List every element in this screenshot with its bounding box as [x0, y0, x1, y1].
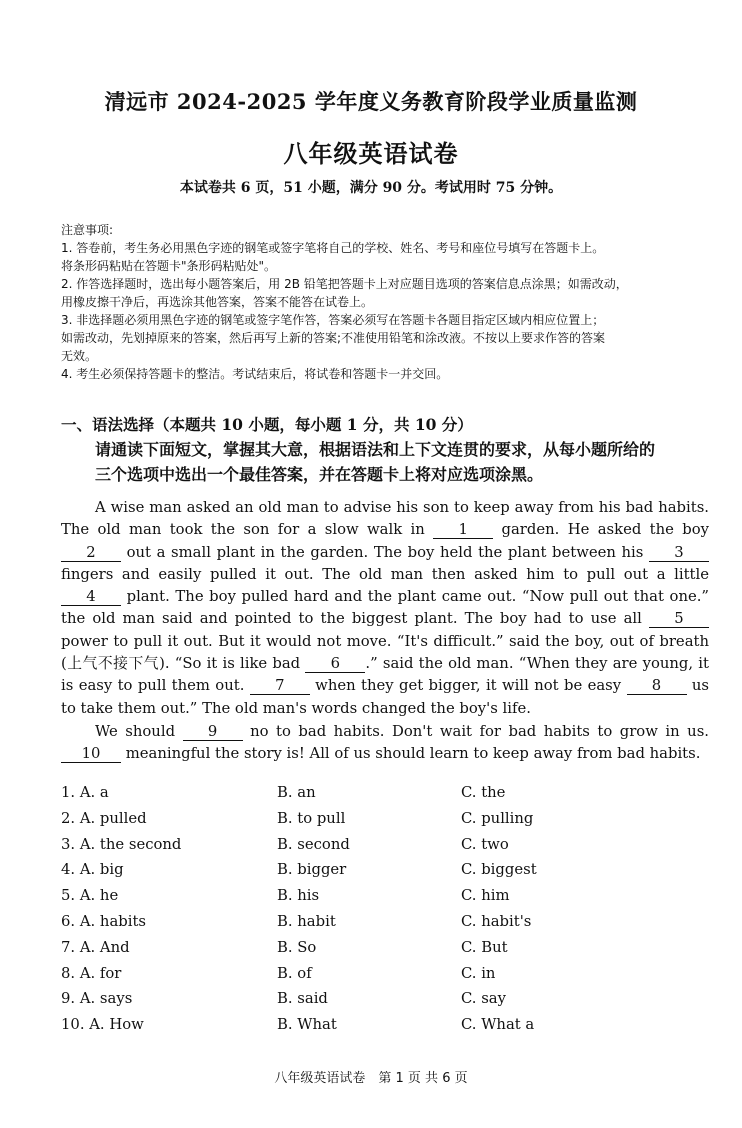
- answer-blank: 8: [627, 678, 687, 695]
- exam-subtitle: 本试卷共 6 页，51 小题，满分 90 分。考试用时 75 分钟。: [179, 180, 563, 196]
- passage-text: us to take them out.” The old man's words changed the boy's life.: [61, 677, 709, 717]
- exam-title: 八年级英语试卷: [283, 139, 459, 168]
- option-c: C. But: [461, 938, 508, 956]
- notes-line: 1. 答卷前，考生务必用黑色字迹的钢笔或签字笔将自己的学校、姓名、考号和座位号填写在答题卡上。: [61, 241, 605, 255]
- passage-paragraph-2: [61, 721, 709, 766]
- option-b: B. So: [277, 938, 317, 956]
- option-c: C. What a: [461, 1016, 535, 1034]
- notes-line: 3. 非选择题必须用黑色字迹的钢笔或签字笔作答，答案必须写在答题卡各题目指定区域内相应位置上；: [61, 313, 605, 327]
- question-row: [61, 861, 709, 887]
- answer-blank: 3: [649, 545, 709, 562]
- option-a: 10. A. How: [61, 1016, 144, 1034]
- passage-text: plant. The boy pulled hard and the plant came out. “Now pull out that one.” the old man said and pointed to the biggest plant. The boy had to use all: [61, 588, 709, 628]
- option-c: C. two: [461, 835, 509, 853]
- question-row: [61, 990, 709, 1016]
- option-a: 1. A. a: [61, 784, 109, 801]
- option-b: B. bigger: [277, 861, 347, 879]
- option-c: C. the: [461, 784, 506, 801]
- question-row: [61, 784, 709, 810]
- notes-heading: 注意事项:: [61, 223, 114, 237]
- notes-block: [61, 221, 709, 383]
- notes-line: 4. 考生必须保持答题卡的整洁。考试结束后，将试卷和答题卡一并交回。: [61, 367, 449, 381]
- passage-text: We should: [95, 722, 183, 740]
- option-b: B. said: [277, 990, 328, 1008]
- option-c: C. say: [461, 990, 506, 1008]
- answer-blank: 6: [305, 656, 365, 673]
- option-a: 8. A. for: [61, 964, 122, 982]
- option-a: 4. A. big: [61, 861, 124, 879]
- passage-paragraph-1: [61, 497, 709, 720]
- answer-blank: 9: [183, 724, 243, 741]
- page-footer: 八年级英语试卷 第 1 页 共 6 页: [274, 1071, 468, 1086]
- option-c: C. in: [461, 964, 496, 982]
- option-b: B. What: [277, 1016, 337, 1034]
- option-a: 9. A. says: [61, 990, 133, 1008]
- directions-line: 三个选项中选出一个最佳答案，并在答题卡上将对应选项涂黑。: [95, 465, 544, 484]
- option-a: 2. A. pulled: [61, 809, 147, 827]
- passage-text: out a small plant in the garden. The boy held the plant between his: [121, 543, 649, 561]
- passage-text: no to bad habits. Don't wait for bad habits to grow in us.: [242, 722, 709, 740]
- directions-line: 请通读下面短文，掌握其大意，根据语法和上下文连贯的要求，从每小题所给的: [95, 440, 656, 459]
- option-c: C. biggest: [461, 861, 537, 879]
- question-row: [61, 887, 709, 913]
- passage-text: .” said the old man. “When they are young, it is easy to pull them out.: [61, 655, 709, 695]
- answer-blank: 10: [61, 746, 121, 763]
- passage-text: power to pull it out. But it would not move. “It's difficult.” said the boy, out of breath (上气不接下气). “So it is like bad: [61, 632, 709, 673]
- option-c: C. pulling: [461, 809, 534, 827]
- question-row: [61, 965, 709, 991]
- question-row: [61, 939, 709, 965]
- passage-text: meaningful the story is! All of us should learn to keep away from bad habits.: [121, 745, 701, 763]
- answer-blank: 7: [250, 678, 310, 695]
- question-row: [61, 810, 709, 836]
- answer-blank: 5: [649, 611, 709, 628]
- notes-line: 如需改动，先划掉原来的答案，然后再写上新的答案;不准使用铅笔和涂改液。不按以上要求作答的答案: [61, 331, 606, 345]
- option-b: B. an: [277, 784, 316, 801]
- notes-line: 无效。: [61, 349, 98, 363]
- exam-header-title: 清远市 2024-2025 学年度义务教育阶段学业质量监测: [104, 89, 638, 114]
- notes-line: 将条形码粘贴在答题卡"条形码粘贴处"。: [61, 259, 277, 273]
- reading-passage: [61, 497, 709, 766]
- answer-blank: 1: [433, 522, 493, 539]
- passage-text: A wise man asked an old man to advise his son to keep away from his bad habits. The old man took the son for a slow walk in: [61, 499, 709, 539]
- option-a: 7. A. And: [61, 938, 130, 956]
- question-row: [61, 913, 709, 939]
- option-a: 3. A. the second: [61, 835, 182, 853]
- answer-blank: 4: [61, 589, 121, 606]
- option-c: C. habit's: [461, 912, 532, 930]
- option-b: B. second: [277, 835, 350, 853]
- question-row: [61, 836, 709, 862]
- section-title: 一、语法选择（本题共 10 小题，每小题 1 分，共 10 分）: [61, 415, 473, 434]
- option-b: B. habit: [277, 912, 336, 930]
- notes-line: 2. 作答选择题时，选出每小题答案后，用 2B 铅笔把答题卡上对应题目选项的答案信息点涂黑；如需改动，: [61, 277, 628, 291]
- passage-text: fingers and easily pulled it out. The old man then asked him to pull out a little: [61, 565, 709, 583]
- option-a: 6. A. habits: [61, 912, 147, 930]
- section-directions: [95, 437, 715, 487]
- passage-text: garden. He asked the boy: [493, 521, 709, 539]
- option-b: B. of: [277, 964, 312, 982]
- option-b: B. his: [277, 887, 320, 905]
- notes-line: 用橡皮擦干净后，再选涂其他答案，答案不能答在试卷上。: [61, 295, 374, 309]
- option-a: 5. A. he: [61, 887, 119, 905]
- option-c: C. him: [461, 887, 510, 905]
- answer-blank: 2: [61, 545, 121, 562]
- option-b: B. to pull: [277, 809, 346, 827]
- answer-options: [61, 784, 709, 1042]
- question-row: [61, 1016, 709, 1042]
- passage-text: when they get bigger, it will not be easy: [309, 677, 627, 695]
